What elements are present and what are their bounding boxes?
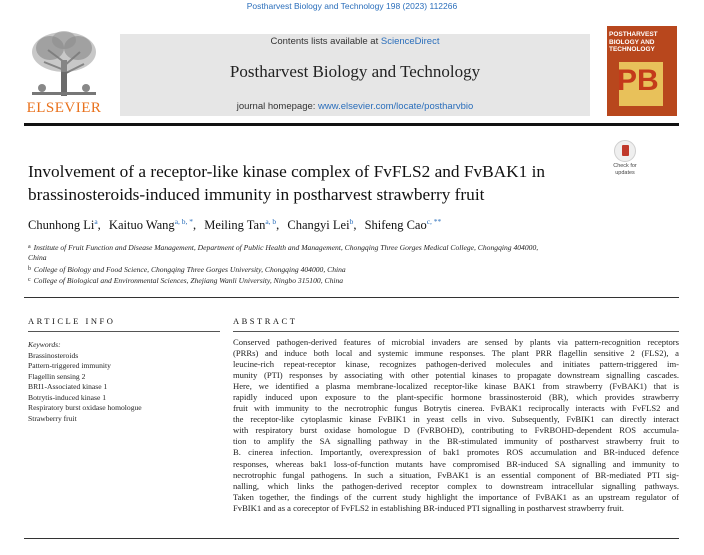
author-affiliation-ref[interactable]: b [349,217,354,226]
abstract-line: Conserved pathogen-derived features of microbial invaders are sensed by plants via pattern-recognition receptors [233,337,679,347]
keyword-item[interactable]: BRI1-Associated kinase 1 [28,382,108,391]
abstract-line: Taken together, the findings of the current study highlight the importance of FvBAK1 as an upstream regulator of [233,491,679,502]
abstract-body [233,337,679,514]
author[interactable] [28,218,106,232]
affiliation-item [28,253,588,263]
author-affiliation-ref[interactable]: a, b, * [174,217,194,226]
author[interactable] [287,218,361,232]
author-name: Changyi Lei [287,218,350,232]
article-info-heading: ARTICLE INFO [28,316,116,326]
article-title-line: brassinosteroids-induced immunity in postharvest strawberry fruit [28,185,485,204]
abstract-line: munity (PTI) responses by associating with other potential kinases to propagate downstream signalling cascades. [233,370,679,381]
affiliation-item [28,275,588,286]
author[interactable] [109,218,201,232]
affiliation-letter: c [28,276,31,283]
keywords-label: Keywords: [28,340,61,349]
abstract-line: responses, whereas bak1 loss-of-function mutants have compromised BR-induced SA signalling and immunity to [233,458,679,469]
author-name: Meiling Tan [204,218,266,232]
contents-prefix: Contents lists available at [270,36,381,47]
abstract-line: with respiratory burst oxidase homologue D (FvRBOHD), contributing to FvRBOHD-dependent ROS accumula- [233,425,679,436]
article-info-divider [28,331,220,332]
affiliation-item [28,242,588,253]
affiliation-item [28,264,588,275]
journal-title: Postharvest Biology and Technology [229,62,481,81]
publisher-name: ELSEVIER [26,100,102,116]
sciencedirect-link[interactable]: ScienceDirect [380,36,440,47]
author-name: Kaituo Wang [108,218,175,232]
abstract-heading: ABSTRACT [233,316,298,326]
page-bottom-divider [24,538,679,539]
author-affiliation-ref[interactable]: c, ** [426,217,442,226]
cover-title: POSTHARVEST BIOLOGY AND TECHNOLOGY [609,31,658,53]
author-list [28,217,668,233]
abstract-line: FvBIK1 and as a coreceptor of FvFLS2 in establishing BR-induced PTI signalling in postharvest strawberry fruit. [233,502,624,513]
keyword-item[interactable]: Strawberry fruit [28,413,77,423]
affiliation-letter: b [28,265,31,272]
keyword-item[interactable]: Botrytis-induced kinase 1 [28,392,107,402]
abstract-line: rapidly induced upon exposure to the plant-specific hormone brassinosteroid (BR), which provides strawberry [233,392,679,403]
keyword-item[interactable]: Flagellin sensing 2 [28,371,86,381]
section-divider [24,297,679,298]
abstract-line: B. cinerea infection. Importantly, overexpression of bak1 promotes ROS accumulation and BR-induced defence [233,447,679,458]
abstract-line: nalling, which links the pathogen-derived receptor complex to downstream intracellular signalling pathways. [233,480,679,491]
author-separator: , [97,218,101,232]
homepage-prefix: journal homepage: [236,101,319,112]
author[interactable] [204,218,284,232]
author-affiliation-ref[interactable]: a [94,217,98,226]
keywords-list [28,340,220,424]
abstract-line: tion to amplify the SA signalling pathway in the BR-stimulated immunity of postharvest strawberry fruit to [233,436,679,447]
author[interactable] [365,218,447,232]
header-divider [24,123,679,126]
abstract-line: Here, we identified a plasma membrane-localized receptor-like kinase BAK1 from strawberry (FvBAK1) that is [233,381,679,392]
article-title-line: Involvement of a receptor-like kinase complex of FvFLS2 and FvBAK1 in [28,162,546,181]
affiliation-letter: a [28,244,31,250]
author-separator: , [193,218,197,232]
keyword-item[interactable]: Pattern-triggered immunity [28,361,111,370]
abstract-line: fruit with immunity to the necrotrophic fungus Botrytis cinerea. FvBAK1 reciprocally interacts with FvFLS2 and [233,403,679,414]
journal-homepage-link[interactable]: www.elsevier.com/locate/postharvbio [318,101,474,112]
article-title [28,160,588,206]
check-for-updates-button[interactable] [606,140,644,182]
affiliation-text: College of Biological and Environmental Sciences, Zhejiang Wanli University, Ningbo 315100, China [33,275,344,285]
abstract-line: leucine-rich repeat-receptor kinase, recognizes pathogen-derived molecules and initiates pattern-triggered im- [233,359,679,370]
author-separator: , [276,218,280,232]
homepage-line [120,101,590,112]
abstract-line: (PRRs) and induce both local and systemic immune responses. The plant PRR flagellin sensitive 2 (FLS2), a [233,348,679,359]
abstract-line: the receptor-like cytoplasmic kinase FvBIK1 in yeast cells in vivo. Subsequently, FvBIK1 can directly interact [233,414,679,425]
abstract-line: necrotrophic fungal pathogens. In such a situation, FvBAK1 is an essential component of BR-mediated PTI sig- [233,469,679,480]
author-separator: , [353,218,357,232]
cover-letters: PB [617,64,659,97]
author-affiliation-ref[interactable]: a, b [265,217,277,226]
affiliation-text: College of Biology and Food Science, Chongqing Three Gorges University, Chongqing 404000, China [33,264,346,274]
check-updates-label: Check for updates [613,163,637,176]
keyword-item[interactable]: Brassinosteroids [28,350,79,360]
journal-banner [120,34,590,116]
check-updates-icon [614,140,636,162]
keyword-item[interactable]: Respiratory burst oxidase homologue [28,403,142,412]
tree-logo-icon [28,30,100,100]
affiliation-text: China [28,253,47,263]
elsevier-logo[interactable] [24,30,104,120]
author-name: Chunhong Li [28,218,95,232]
abstract-divider [233,331,679,332]
affiliation-list [28,242,588,286]
affiliation-text: Institute of Fruit Function and Disease Management, Department of Public Health and Management, Chongqing Three Gorges Medical College, Chongqing 404000, [33,243,539,252]
author-name: Shifeng Cao [364,218,427,232]
journal-citation[interactable]: Postharvest Biology and Technology 198 (2023) 112266 [246,1,458,11]
contents-line [120,36,590,47]
journal-cover[interactable] [607,26,677,116]
